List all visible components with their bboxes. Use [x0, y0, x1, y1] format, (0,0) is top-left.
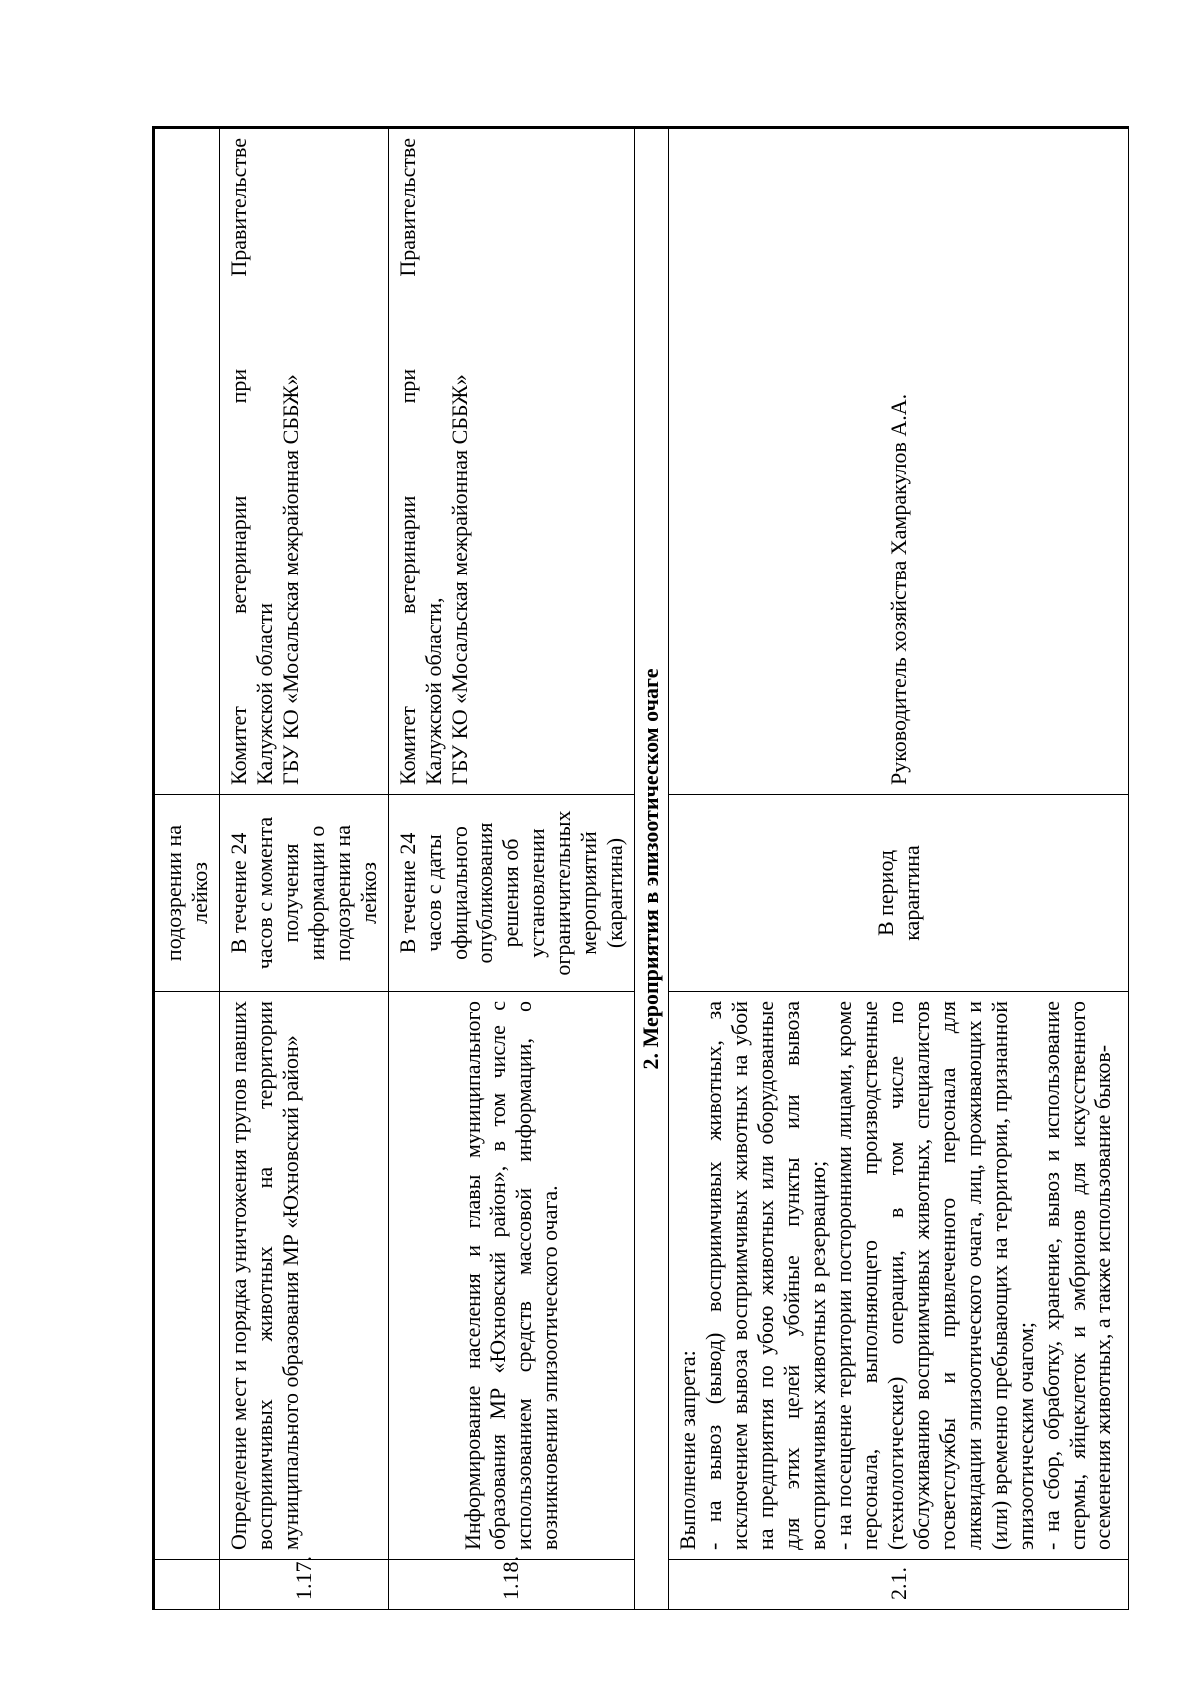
table-row — [154, 128, 220, 1610]
description-text: Определение мест и порядка уничтожения трупов павших восприимчивых животных на территории муниципального образования МР «Юхновский район» — [225, 1001, 303, 1550]
description-cell — [388, 992, 635, 1560]
term-cell — [154, 795, 220, 992]
responsible-line: ГБУ КО «Мосальская межрайонная СББЖ» — [277, 374, 303, 785]
table-row — [388, 128, 635, 1610]
table-row — [669, 128, 1129, 1610]
responsible-cell — [669, 128, 1129, 795]
description-cell — [219, 992, 388, 1560]
term-cell — [669, 795, 1129, 992]
row-number-cell — [219, 1556, 388, 1610]
description-line: Выполнение запрета: — [675, 1350, 701, 1550]
term-text: подозрении на лейкоз — [161, 824, 212, 962]
row-number-cell — [669, 1560, 1129, 1610]
row-number: 1.18. — [498, 1556, 524, 1600]
term-cell — [219, 795, 388, 992]
responsible-line: Калужской области, — [420, 597, 446, 785]
term-cell — [388, 795, 635, 992]
responsible-cell — [219, 128, 388, 795]
measures-table — [152, 126, 1129, 1610]
section-header-row — [635, 128, 669, 1610]
responsible-line: Калужской области — [251, 603, 277, 785]
row-number-cell — [388, 1556, 635, 1610]
term-text: В течение 24 часов с момента получения информации о подозрении на лейкоз — [225, 816, 381, 970]
rotated-document — [152, 128, 1143, 1610]
responsible-cell — [388, 128, 635, 795]
description-line: - на сбор, обработку, хранение, вывоз и использование спермы, яйцеклеток и эмбрионов для искусственного осеменения животных, а также использование быков- — [1038, 1001, 1116, 1550]
responsible-line: Комитет ветеринарии при Правительстве — [225, 138, 251, 785]
responsible-cell — [154, 128, 220, 795]
section-title-text: Мероприятия в эпизоотическом очаге — [638, 668, 664, 1048]
term-text: В течение 24 часов с даты официального опубликования решения об установлении ограничительных мероприятий (карантина) — [394, 810, 628, 976]
table-row — [219, 128, 388, 1610]
description-line: - на посещение территории посторонними лицами, кроме персонала, выполняющего производственные (технологические) операции, в том числе по обслуживанию восприимчивых животных, специалистов госветслужбы и привлеченного персонала для ликвидации эпизоотического очага, лиц, проживающих и (или) временно пребывающих на территории, признанной эпизоотическим очагом; — [830, 1001, 1038, 1550]
section-title — [635, 128, 669, 1610]
row-number-cell — [154, 1560, 220, 1610]
description-cell — [669, 992, 1129, 1560]
responsible-line: ГБУ КО «Мосальская межрайонная СББЖ» — [446, 374, 472, 785]
row-number: 1.17. — [290, 1556, 316, 1600]
responsible-text: Руководитель хозяйства Хамракулов А.А. — [885, 393, 911, 785]
description-line: - на вывоз (вывод) восприимчивых животных, за исключением вывоза восприимчивых животных на убой на предприятия по убою животных или оборудованные для этих целей убойные пункты или вывоза восприимчивых животных в резервацию; — [701, 1001, 830, 1550]
term-text: В период карантина — [872, 845, 924, 941]
row-number: 2.1. — [885, 1567, 911, 1600]
description-cell — [154, 992, 220, 1560]
description-text: Информирование населения и главы муниципального образования МР «Юхновский район», в том числе с использованием средств массовой информации, о возникновении эпизоотического очага. — [459, 1001, 563, 1550]
responsible-line: Комитет ветеринарии при Правительстве — [394, 138, 420, 785]
section-number: 2. — [638, 1052, 664, 1070]
